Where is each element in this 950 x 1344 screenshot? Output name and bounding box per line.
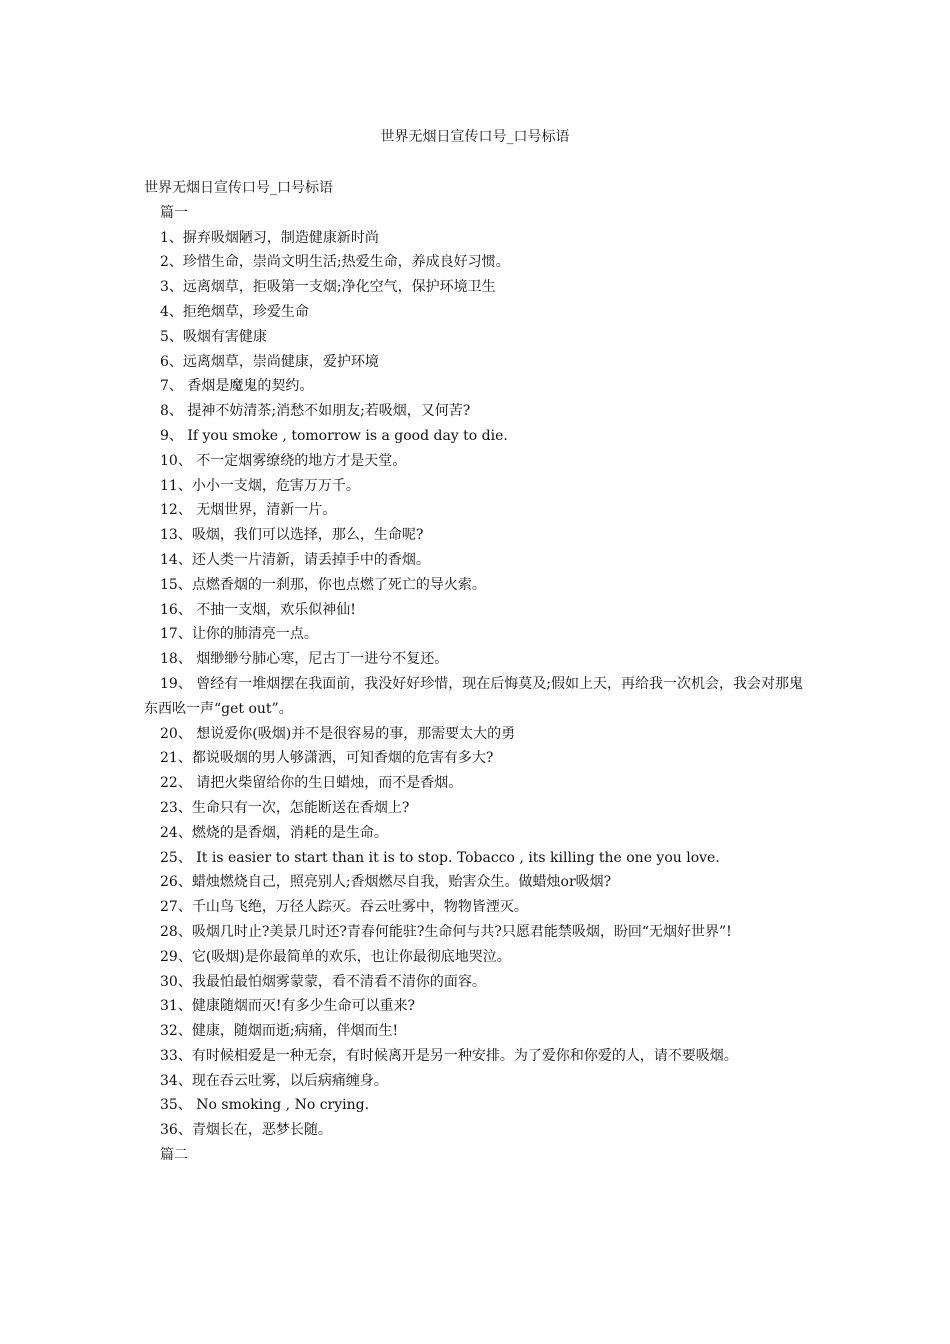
list-item: 22、 请把火柴留给你的生日蜡烛，而不是香烟。 (160, 775, 463, 792)
list-item: 30、我最怕最怕烟雾蒙蒙，看不清看不清你的面容。 (160, 973, 486, 990)
list-item: 21、都说吸烟的男人够潇洒，可知香烟的危害有多大? (160, 750, 494, 767)
list-item: 1、摒弃吸烟陋习，制造健康新时尚 (160, 229, 379, 246)
list-item: 5、吸烟有害健康 (160, 328, 267, 345)
list-item: 16、 不抽一支烟，欢乐似神仙! (160, 601, 356, 618)
list-item: 13、吸烟，我们可以选择，那么，生命呢? (160, 527, 424, 544)
list-item: 8、 提神不妨清茶;消愁不如朋友;若吸烟，又何苦? (160, 403, 471, 420)
list-item: 4、拒绝烟草，珍爱生命 (160, 303, 309, 320)
document-heading: 世界无烟日宣传口号_口号标语 (144, 180, 333, 196)
list-item: 17、让你的肺清亮一点。 (160, 626, 318, 643)
list-item: 35、 No smoking , No crying. (160, 1097, 370, 1114)
list-item: 33、有时候相爱是一种无奈，有时候离开是另一种安排。为了爱你和你爱的人，请不要吸烟。 (160, 1047, 738, 1064)
list-item: 26、蜡烛燃烧自己，照亮别人;香烟燃尽自我，贻害众生。做蜡烛or吸烟? (160, 874, 612, 891)
list-item: 9、 If you smoke , tomorrow is a good day to die. (160, 427, 508, 444)
list-item: 7、 香烟是魔鬼的契约。 (160, 378, 314, 395)
list-item: 29、它(吸烟)是你最简单的欢乐，也让你最彻底地哭泣。 (160, 948, 511, 965)
list-item: 19、 曾经有一堆烟摆在我面前，我没好好珍惜，现在后悔莫及;假如上天，再给我一次机会，我会对那鬼东西吆一声“get out”。 (144, 675, 803, 717)
document-title: 世界无烟日宣传口号_口号标语 (380, 129, 570, 145)
list-item: 15、点燃香烟的一刹那，你也点燃了死亡的导火索。 (160, 576, 486, 593)
list-item: 10、 不一定烟雾缭绕的地方才是天堂。 (160, 452, 407, 469)
list-item: 27、千山鸟飞绝，万径人踪灭。吞云吐雾中，物物皆湮灭。 (160, 899, 528, 916)
section-label-1: 篇一 (160, 204, 188, 221)
list-item: 28、吸烟几时止?美景几时还?青春何能驻?生命何与共?只愿君能禁吸烟，盼回“无烟好世界”! (160, 923, 732, 940)
list-item: 18、 烟缈缈兮肺心寒，尼古丁一进兮不复还。 (160, 651, 449, 668)
list-item: 12、 无烟世界，清新一片。 (160, 502, 337, 519)
list-item: 32、健康，随烟而逝;病痛，伴烟而生! (160, 1023, 399, 1040)
slogan-list (144, 226, 809, 1143)
list-item: 2、珍惜生命，崇尚文明生活;热爱生命，养成良好习惯。 (160, 254, 510, 271)
section-label-2: 篇二 (160, 1147, 188, 1164)
list-item: 31、健康随烟而灭!有多少生命可以重来? (160, 998, 415, 1015)
list-item: 14、还人类一片清新，请丢掉手中的香烟。 (160, 551, 430, 568)
list-item: 11、小小一支烟，危害万万千。 (160, 477, 360, 494)
list-item: 34、现在吞云吐雾，以后病痛缠身。 (160, 1072, 388, 1089)
list-item: 20、 想说爱你(吸烟)并不是很容易的事，那需要太大的勇 (160, 725, 516, 742)
list-item: 23、生命只有一次，怎能断送在香烟上? (160, 799, 410, 816)
list-item: 3、远离烟草，拒吸第一支烟;净化空气，保护环境卫生 (160, 279, 496, 296)
list-item: 6、远离烟草，崇尚健康，爱护环境 (160, 353, 379, 370)
list-item: 25、 It is easier to start than it is to stop. Tobacco , its killing the one you love. (160, 849, 720, 866)
list-item: 24、燃烧的是香烟，消耗的是生命。 (160, 824, 388, 841)
document-body (144, 176, 809, 1168)
list-item: 36、青烟长在，恶梦长随。 (160, 1122, 332, 1139)
